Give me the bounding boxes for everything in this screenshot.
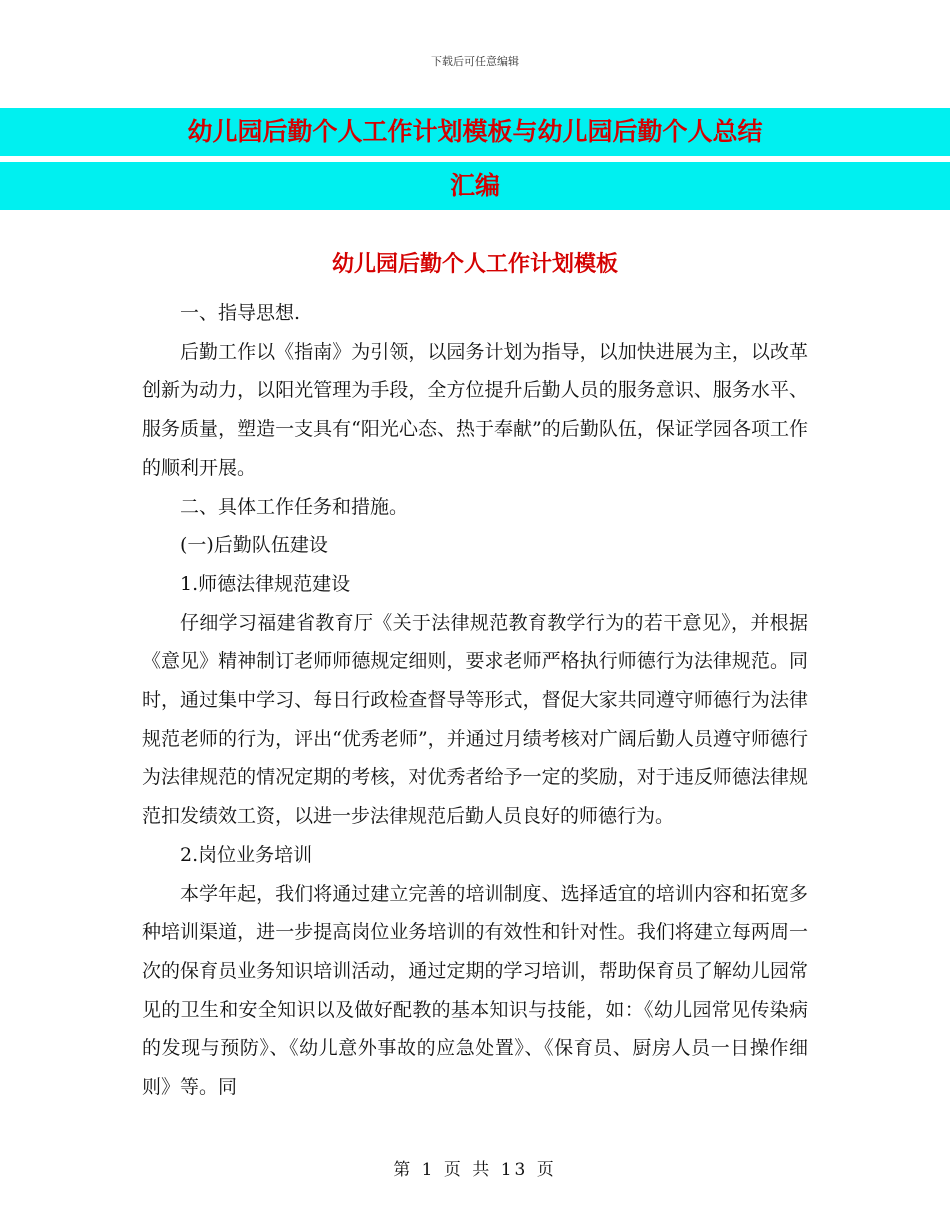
- paragraph: 仔细学习福建省教育厅《关于法律规范教育教学行为的若干意见》，并根据《意见》精神制订老师师德规定细则，要求老师严格执行师德行为法律规范。同时，通过集中学习、每日行政检查督导等形式，督促大家共同遵守师德行为法律规范老师的行为，评出“优秀老师”，并通过月绩考核对广阔后勤人员遵守师德行为法律规范的情况定期的考核，对优秀者给予一定的奖励，对于违反师德法律规范扣发绩效工资，以进一步法律规范后勤人员良好的师德行为。: [142, 611, 808, 828]
- paragraph: 后勤工作以《指南》为引领，以园务计划为指导，以加快进展为主，以改革创新为动力，以阳光管理为手段，全方位提升后勤人员的服务意识、服务水平、服务质量，塑造一支具有“阳光心态、热于奉献”的后勤队伍，保证学园各项工作的顺利开展。: [142, 340, 808, 479]
- paragraph: 本学年起，我们将通过建立完善的培训制度、选择适宜的培训内容和拓宽多种培训渠道，进一步提高岗位业务培训的有效性和针对性。我们将建立每两周一次的保育员业务知识培训活动，通过定期的学习培训，帮助保育员了解幼儿园常见的卫生和安全知识以及做好配教的基本知识与技能，如：《幼儿园常见传染病的发现与预防》、《幼儿意外事故的应急处置》、《保育员、厨房人员一日操作细则》等。同: [142, 882, 808, 1099]
- heading-job-training: 2.岗位业务培训: [180, 843, 313, 866]
- heading-ethics-norms: 1.师德法律规范建设: [180, 572, 351, 595]
- document-body: [142, 294, 808, 1107]
- heading-guiding-ideology: 一、指导思想.: [180, 302, 301, 324]
- header-note: 下载后可任意编辑: [431, 55, 519, 68]
- document-title: [0, 108, 950, 210]
- heading-team-building: (一)后勤队伍建设: [180, 534, 328, 557]
- title-line-1: 幼儿园后勤个人工作计划模板与幼儿园后勤个人总结: [187, 117, 763, 146]
- section-title: 幼儿园后勤个人工作计划模板: [331, 252, 618, 277]
- page-number: 第 1 页 共 13 页: [393, 1160, 557, 1180]
- title-line-2: 汇编: [449, 171, 500, 200]
- heading-tasks-measures: 二、具体工作任务和措施。: [180, 495, 409, 518]
